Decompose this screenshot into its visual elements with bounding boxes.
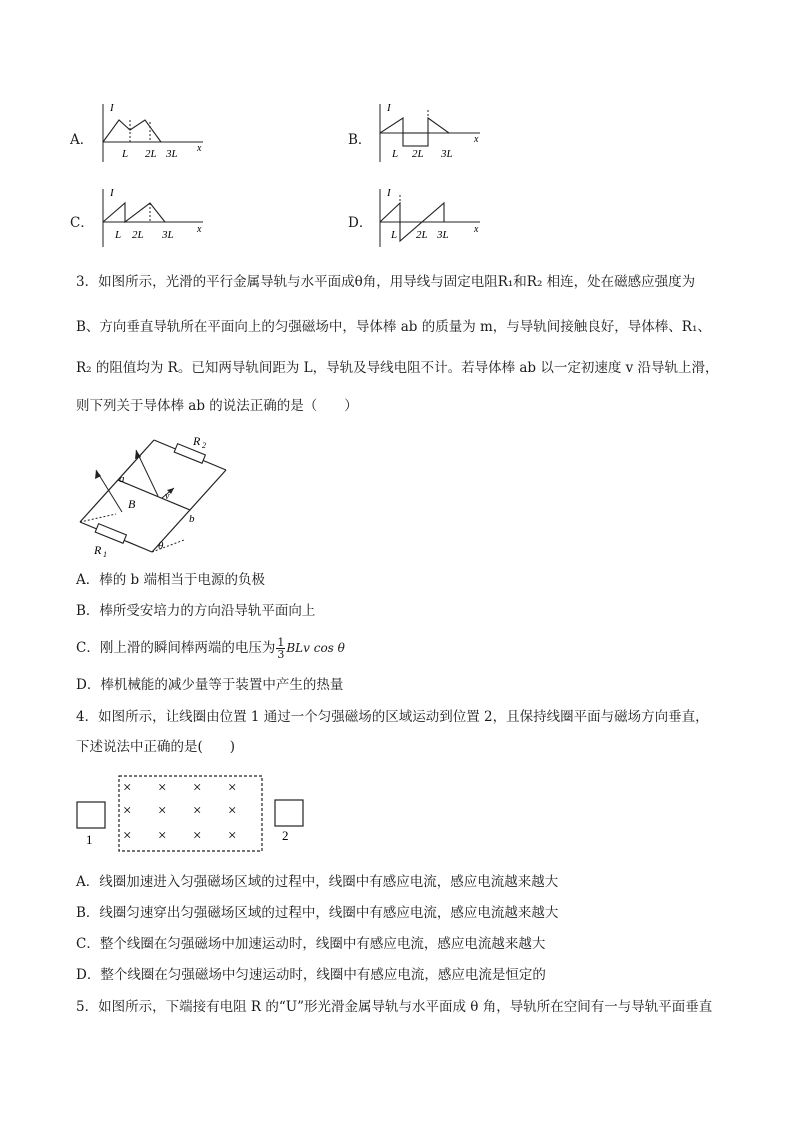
field-cross: × bbox=[158, 803, 167, 819]
field-cross: × bbox=[193, 780, 202, 796]
q4-label-pos1: 1 bbox=[86, 832, 93, 847]
option-a-letter[interactable]: A． bbox=[70, 132, 94, 148]
q3-label-theta: θ bbox=[158, 540, 164, 552]
graph-d bbox=[372, 185, 487, 251]
graph-d-x-label: x bbox=[474, 224, 479, 235]
q3-option-a[interactable]: A．棒的 b 端相当于电源的负极 bbox=[76, 572, 265, 588]
q4-option-b[interactable]: B．线圈匀速穿出匀强磁场区域的过程中，线圈中有感应电流，感应电流越来越大 bbox=[76, 905, 559, 921]
field-cross: × bbox=[228, 803, 237, 819]
graph-a bbox=[95, 100, 210, 166]
q3-option-b[interactable]: B．棒所受安培力的方向沿导轨平面向上 bbox=[76, 603, 316, 619]
graph-a-y-label: I bbox=[110, 102, 114, 114]
q3-stem-line-3: R₂ 的阻值均为 R。已知两导轨间距为 L，导轨及导线电阻不计。若导体棒 ab 以一定初速度 v 沿导轨上滑， bbox=[76, 360, 719, 376]
q3-option-c[interactable] bbox=[76, 637, 345, 660]
q4-label-pos2: 2 bbox=[282, 828, 289, 843]
graph-d-tick-l: L bbox=[391, 229, 398, 241]
graph-b bbox=[372, 100, 487, 166]
graph-d-tick-3l: 3L bbox=[437, 229, 449, 241]
q3-stem-line-2: B、方向垂直导轨所在平面向上的匀强磁场中，导体棒 ab 的质量为 m，与导轨间接触良好，导体棒、R₁、 bbox=[76, 319, 711, 335]
q3-option-c-denominator: 3 bbox=[277, 648, 285, 661]
graph-c bbox=[95, 185, 210, 251]
q3-rail-diagram bbox=[76, 432, 236, 562]
graph-a-tick-3l: 3L bbox=[166, 148, 178, 160]
graph-c-y-label: I bbox=[110, 187, 114, 199]
q3-option-c-text: C．刚上滑的瞬间棒两端的电压为 bbox=[76, 640, 276, 656]
q3-option-c-numerator: 1 bbox=[277, 636, 285, 649]
graph-b-tick-l: L bbox=[392, 148, 399, 160]
option-b-letter[interactable]: B． bbox=[348, 132, 372, 148]
q4-stem-line-1: 4．如图所示，让线圈由位置 1 通过一个匀强磁场的区域运动到位置 2，且保持线圈平面与磁场方向垂直， bbox=[76, 709, 709, 725]
graph-a-x-label: x bbox=[197, 143, 202, 154]
q3-option-c-fraction bbox=[276, 637, 285, 660]
graph-c-tick-2l: 2L bbox=[132, 229, 144, 241]
graph-b-tick-2l: 2L bbox=[412, 148, 424, 160]
q3-label-r1-sub: 1 bbox=[103, 550, 107, 559]
q3-option-c-formula: BLv cos θ bbox=[286, 641, 345, 655]
q3-label-b: b bbox=[189, 513, 195, 525]
option-c-letter[interactable]: C． bbox=[70, 215, 94, 231]
graph-c-x-label: x bbox=[197, 224, 202, 235]
q5-stem-line-1: 5．如图所示，下端接有电阻 R 的“U”形光滑金属导轨与水平面成 θ 角，导轨所在空间有一与导轨平面垂直 bbox=[76, 999, 713, 1015]
graph-c-tick-3l: 3L bbox=[162, 229, 174, 241]
q4-option-c[interactable]: C．整个线圈在匀强磁场中加速运动时，线圈中有感应电流，感应电流越来越大 bbox=[76, 936, 546, 952]
coil-position-1 bbox=[77, 802, 105, 828]
q3-label-a: a bbox=[119, 473, 125, 485]
graph-b-x-label: x bbox=[474, 134, 479, 145]
q3-label-r1: R bbox=[94, 543, 102, 557]
field-cross: × bbox=[158, 780, 167, 796]
field-cross: × bbox=[158, 828, 167, 844]
graph-d-y-label: I bbox=[387, 187, 391, 199]
graph-d-tick-2l: 2L bbox=[416, 229, 428, 241]
graph-b-y-label: I bbox=[387, 102, 391, 114]
q3-label-v: v bbox=[165, 491, 170, 502]
coil-position-2 bbox=[275, 800, 303, 826]
q3-stem-line-4: 则下列关于导体棒 ab 的说法正确的是（ ） bbox=[76, 398, 358, 414]
q3-option-d[interactable]: D．棒机械能的减少量等于装置中产生的热量 bbox=[76, 677, 344, 693]
q4-option-a[interactable]: A．线圈加速进入匀强磁场区域的过程中，线圈中有感应电流，感应电流越来越大 bbox=[76, 874, 559, 890]
field-cross: × bbox=[228, 828, 237, 844]
graph-c-tick-l: L bbox=[115, 229, 122, 241]
q3-label-r2-sub: 2 bbox=[202, 441, 206, 450]
q4-coil-diagram bbox=[70, 772, 320, 852]
graph-a-tick-l: L bbox=[122, 148, 129, 160]
graph-b-tick-3l: 3L bbox=[441, 148, 453, 160]
field-cross: × bbox=[193, 828, 202, 844]
field-cross: × bbox=[123, 803, 132, 819]
field-cross: × bbox=[228, 780, 237, 796]
field-cross: × bbox=[193, 803, 202, 819]
q3-label-b-field: B bbox=[128, 497, 136, 511]
field-cross: × bbox=[123, 828, 132, 844]
option-d-letter[interactable]: D． bbox=[348, 215, 373, 231]
q3-stem-line-1: 3．如图所示，光滑的平行金属导轨与水平面成θ角，用导线与固定电阻R₁和R₂ 相连，处在磁感应强度为 bbox=[76, 274, 696, 290]
q3-label-r2: R bbox=[193, 434, 201, 448]
field-cross: × bbox=[123, 780, 132, 796]
graph-a-tick-2l: 2L bbox=[145, 148, 157, 160]
magnetic-field-region bbox=[119, 776, 262, 851]
q4-option-d[interactable]: D．整个线圈在匀强磁场中匀速运动时，线圈中有感应电流，感应电流是恒定的 bbox=[76, 967, 546, 983]
q4-stem-line-2: 下述说法中正确的是( ) bbox=[76, 739, 236, 755]
